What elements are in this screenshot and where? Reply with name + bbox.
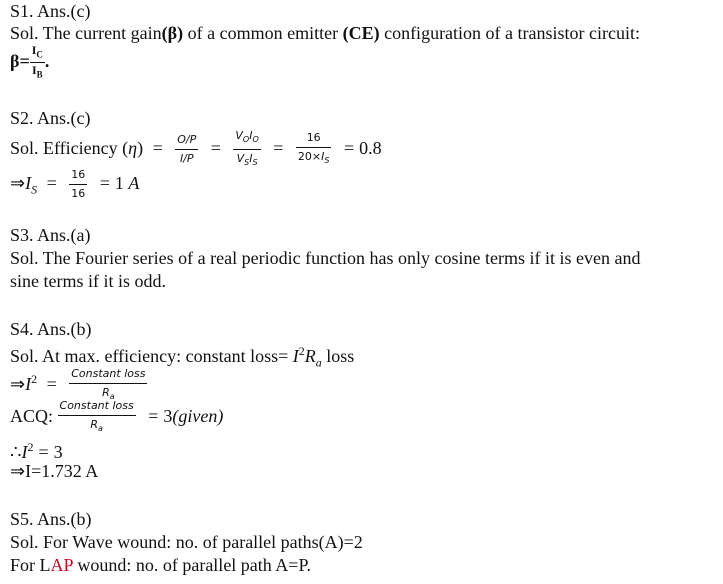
s5-solution-line2: For LAP wound: no. of parallel path A=P. <box>10 555 311 575</box>
s4-solution: Sol. At max. efficiency: constant loss= $I^2R_a$ loss <box>10 344 355 370</box>
s2-fraction-op-ip: $\frac{O/P}{I/P}$ <box>177 133 197 166</box>
s1-fraction-numerator: $I_C$ <box>30 44 45 63</box>
s2-fraction-numeric: $\frac{16}{20\times I_S}$ <box>297 131 330 166</box>
s1-beta-symbol: (β) <box>161 23 184 43</box>
s4-fraction-constant-loss: $\frac{\text{Constant loss}}{R_a}$ <box>71 367 146 402</box>
s1-ce-label: (CE) <box>342 23 380 43</box>
s4-therefore-line: $\therefore I^2 = 3$ <box>10 440 63 462</box>
s1-formula-lhs: β= <box>10 51 30 72</box>
s2-current-equation: $\Rightarrow I_S$ = $\frac{16}{16}$ = 1 A <box>10 168 140 201</box>
s1-answer: S1. Ans.(c) <box>10 1 91 21</box>
s2-answer: S2. Ans.(c) <box>10 108 91 128</box>
s2-current-unit: A <box>128 173 140 193</box>
s2-eq4: = <box>343 137 355 158</box>
s3-answer: S3. Ans.(a) <box>10 225 91 245</box>
s5-highlight-ap: AP <box>50 555 73 575</box>
s5-solution-line1: Sol. For Wave wound: no. of parallel paths(A)=2 <box>10 532 363 552</box>
s1-sol-mid: of a common emitter <box>183 23 343 43</box>
s1-sol-prefix: Sol. The current gain <box>10 23 162 43</box>
s2-current-value: 1 <box>114 173 124 193</box>
s4-answer: S4. Ans.(b) <box>10 319 92 339</box>
s2-sol-prefix: Sol. Efficiency ( <box>10 137 129 158</box>
s2-eta: η <box>128 137 138 158</box>
s3-solution-line1: Sol. The Fourier series of a real periodic function has only cosine terms if it is even and <box>10 248 641 268</box>
s1-solution <box>10 22 640 44</box>
s2-eq2: = <box>210 137 221 158</box>
s4-result: ⇒I=1.732 A <box>10 461 99 481</box>
s1-formula-dot: . <box>44 51 50 72</box>
s2-line2-prefix: ⇒ <box>10 173 26 193</box>
s2-fraction-16-16: $\frac{16}{16}$ <box>71 168 86 201</box>
s2-result: 0.8 <box>359 137 382 158</box>
s2-efficiency-equation <box>10 128 382 168</box>
s4-current-squared-equation: $\Rightarrow I^2$ = $\frac{\text{Constant loss}}{R_a}$ <box>10 360 150 398</box>
s2-eq1: = <box>152 137 163 158</box>
s5-answer: S5. Ans.(b) <box>10 509 92 529</box>
s3-solution-line2: sine terms if it is odd. <box>10 271 166 291</box>
s2-fraction-power: $\frac{V_OI_O}{V_SI_S}$ <box>235 129 259 168</box>
s4-acq-fraction: $\frac{\text{Constant loss}}{R_a}$ <box>59 399 134 434</box>
s1-fraction <box>30 44 45 82</box>
s2-eq3: = <box>273 137 284 158</box>
s2-sol-close: ) <box>137 137 144 158</box>
s4-acq-equation: ACQ: $\frac{\text{Constant loss}}{R_a}$ = 3(given) <box>10 397 223 435</box>
s1-fraction-denominator: $I_B$ <box>31 63 43 80</box>
s1-formula <box>10 44 49 82</box>
s1-sol-suffix: configuration of a transistor circuit: <box>379 23 640 43</box>
